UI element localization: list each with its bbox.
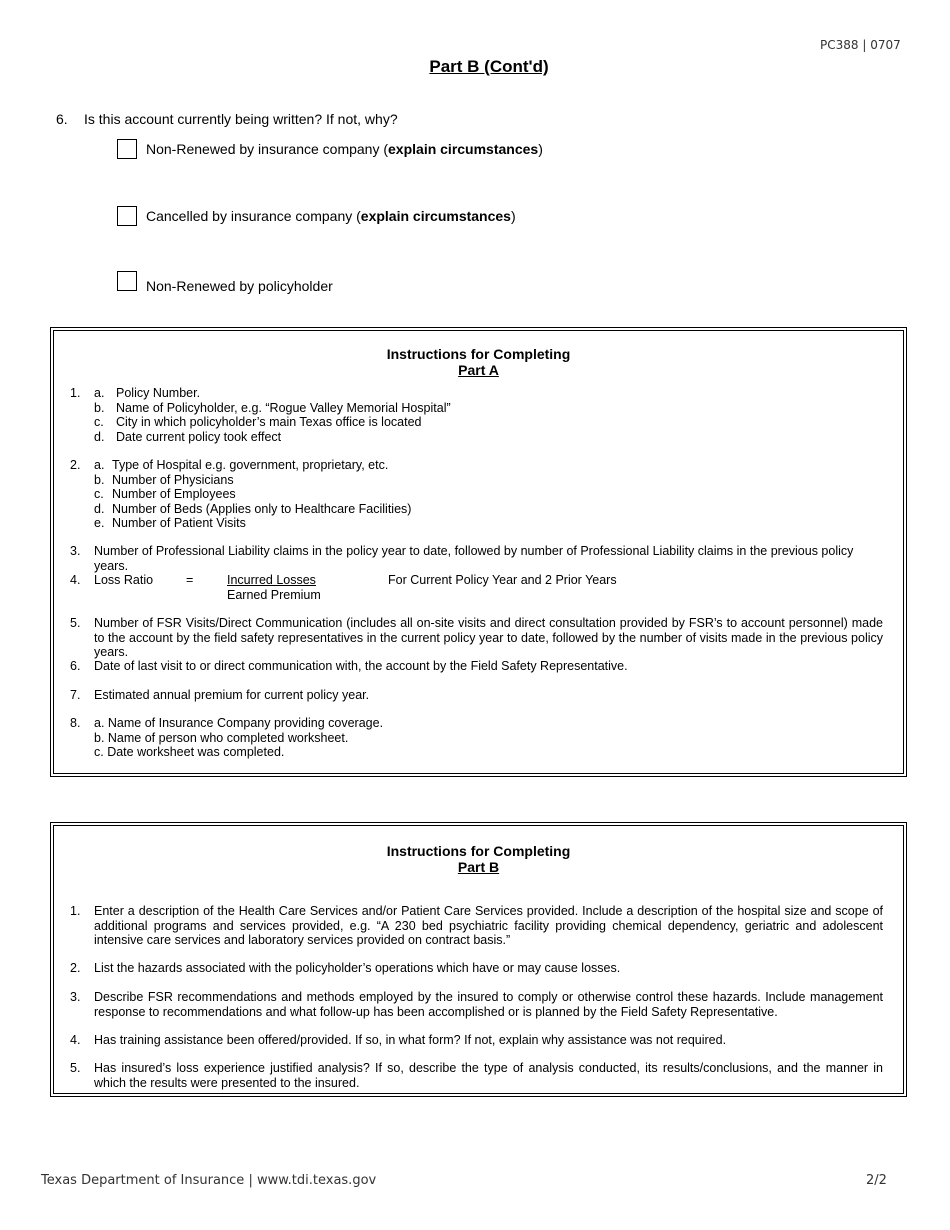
loss-ratio-note: For Current Policy Year and 2 Prior Years bbox=[388, 573, 617, 587]
part-a-subheading: Part A bbox=[458, 362, 499, 378]
part-b-item-1: 1. Enter a description of the Health Care Services and/or Patient Care Services provided. Include a description of the hospital size and scope of additional programs and services provided, e.g. “A 230 bed psychiatric facility providing chemical dependency, geriatric and adolescent intensive care services and laboratory services provided on contract basis.” bbox=[70, 904, 883, 947]
part-a-item-8: 8. a. Name of Insurance Company providing coverage. b. Name of person who completed worksheet. c. Date worksheet was completed. bbox=[70, 716, 384, 759]
part-b-heading: Instructions for Completing bbox=[386, 843, 571, 859]
option-non-renewed-policyholder[interactable] bbox=[117, 270, 333, 294]
question-text: Is this account currently being written? If not, why? bbox=[84, 111, 398, 127]
part-b-item-3: 3. Describe FSR recommendations and methods employed by the insured to comply or otherwise control these hazards. Include management response to recommendations and what follow-up has been accomplished or is planned by the Field Safety Representative. bbox=[70, 990, 883, 1019]
question-number: 6. bbox=[56, 111, 68, 127]
form-id: PC388 | 0707 bbox=[820, 38, 901, 52]
page-number: 2/2 bbox=[866, 1173, 887, 1188]
option-non-renewed-insurer[interactable] bbox=[117, 139, 543, 159]
option-label: Non-Renewed by insurance company (explain circumstances) bbox=[146, 141, 543, 157]
part-a-item-6: 6. Date of last visit to or direct communication with, the account by the Field Safety Representative. bbox=[70, 659, 628, 673]
page-title: Part B (Cont'd) bbox=[429, 57, 549, 76]
part-b-subheading: Part B bbox=[457, 859, 500, 875]
footer-agency: Texas Department of Insurance | www.tdi.texas.gov bbox=[41, 1173, 377, 1188]
question-6 bbox=[56, 111, 398, 127]
part-a-item-2: 2. a. Type of Hospital e.g. government, proprietary, etc. b. Number of Physicians c. Number of Employees d. Number of Beds (Applies only to Healthcare Facilities) e. Number of Patient Visits bbox=[70, 458, 412, 530]
part-b-instructions bbox=[50, 822, 907, 1097]
part-a-item-5: 5. Number of FSR Visits/Direct Communication (includes all on-site visits and direct consultation provided by FSR’s to account personnel) made to the account by the field safety representatives in the current policy year to date, followed by the number of visits made in the previous policy years. bbox=[70, 616, 883, 659]
part-a-item-4: 4. Loss Ratio = Incurred Losses Earned Premium For Current Policy Year and 2 Prior Years bbox=[70, 573, 617, 602]
loss-ratio-numerator: Incurred Losses bbox=[227, 573, 316, 587]
item-number: 2. bbox=[70, 458, 81, 472]
loss-ratio-denominator: Earned Premium bbox=[227, 587, 321, 602]
part-a-heading: Instructions for Completing bbox=[386, 346, 571, 362]
checkbox[interactable] bbox=[117, 139, 137, 159]
part-a-item-1: 1. a. Policy Number. b. Name of Policyholder, e.g. “Rogue Valley Memorial Hospital” c. City in which policyholder’s main Texas office is located d. Date current policy took effect bbox=[70, 386, 451, 444]
item-number: 1. bbox=[70, 386, 81, 400]
option-cancelled-insurer[interactable] bbox=[117, 206, 516, 226]
part-a-item-7: 7. Estimated annual premium for current policy year. bbox=[70, 688, 370, 702]
part-b-item-4: 4. Has training assistance been offered/provided. If so, in what form? If not, explain why assistance was not required. bbox=[70, 1033, 727, 1047]
part-a-item-3: 3. Number of Professional Liability claims in the policy year to date, followed by number of Professional Liability claims in the previous policy years. bbox=[70, 544, 854, 573]
option-label: Non-Renewed by policyholder bbox=[146, 278, 333, 294]
loss-ratio-label: Loss Ratio bbox=[94, 573, 154, 587]
part-b-item-5: 5. Has insured’s loss experience justified analysis? If so, describe the type of analysis conducted, its results/conclusions, and the manner in which the results were presented to the insured. bbox=[70, 1061, 883, 1090]
part-b-item-2: 2. List the hazards associated with the policyholder’s operations which have or may cause losses. bbox=[70, 961, 621, 975]
part-a-instructions bbox=[50, 327, 907, 777]
checkbox[interactable] bbox=[117, 271, 137, 291]
option-label: Cancelled by insurance company (explain circumstances) bbox=[146, 208, 516, 224]
checkbox[interactable] bbox=[117, 206, 137, 226]
